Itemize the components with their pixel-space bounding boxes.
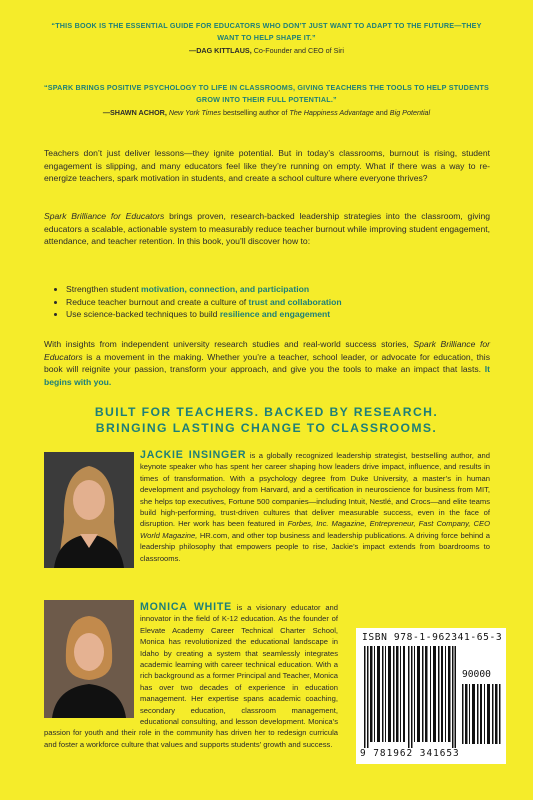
intro-paragraph: Teachers don’t just deliver lessons—they ignite potential. But in today’s classrooms, burnout is rising, student engagement is slipping, and many educators feel like they’re running on empty. What if there was a way to re-energize teachers, spark motivation in students, and create a school culture where everyone thrives? xyxy=(44,148,490,184)
isbn-barcode xyxy=(356,628,506,764)
list-item: • Strengthen student motivation, connection, and participation xyxy=(66,283,506,296)
highlight-text: motivation, connection, and participation xyxy=(141,284,310,294)
description-paragraph xyxy=(44,210,490,248)
quote-text: “SPARK BRINGS POSITIVE PSYCHOLOGY TO LIFE IN CLASSROOMS, GIVING TEACHERS THE TOOLS TO HELP STUDENTS GROW INTO THEIR FULL POTENTIAL.” xyxy=(43,83,490,104)
publications: Forbes, Inc. Magazine, Entrepreneur, Fast Company, CEO World Magazine, xyxy=(140,519,490,540)
quote-book-2: Big Potential xyxy=(389,108,431,117)
endorsement-quote-1 xyxy=(40,20,493,57)
list-item: • Use science-backed techniques to build resilience and engagement xyxy=(66,308,506,321)
book-title: Spark Brilliance for Educators xyxy=(44,339,491,362)
quote-author-title: Co-Founder and CEO of Siri xyxy=(253,46,344,55)
price-code: 90000 xyxy=(462,669,491,680)
isbn-text: ISBN 978-1-962341-65-3 xyxy=(362,632,503,643)
quote-text: “THIS BOOK IS THE ESSENTIAL GUIDE FOR EDUCATORS WHO DON’T JUST WANT TO ADAPT TO THE FUTURE—THEY WANT TO HELP SHAPE IT.” xyxy=(51,21,482,42)
quote-attribution xyxy=(40,45,493,57)
tagline-line-2: BRINGING LASTING CHANGE TO CLASSROOMS. xyxy=(95,421,438,435)
highlight-text: It begins with you. xyxy=(44,364,490,387)
ean-barcode-icon xyxy=(364,646,456,748)
quote-and: and xyxy=(375,108,388,117)
highlight-text: trust and collaboration xyxy=(248,296,342,307)
addon-barcode-icon xyxy=(462,684,502,744)
author-name: MONICA WHITE xyxy=(140,601,232,613)
author-name: JACKIE INSINGER xyxy=(140,449,247,461)
bio-monica: MONICA WHITE is a visionary educator and innovator in the field of K-12 education. As the founder of Elevate Academy Career Technical Charter School, Monica has revolutionized the educational landscape in Idaho by creating a system that seamlessly integrates academic learning with career technical education. With a rich background as a former Principal and Teacher, Monica has over two decades of experience in education management. Her expertise spans academic coaching, secondary education, classroom management, educational consulting, and lesson development. Monica’s passion for youth and their role in the community has driven her to redesign curricula and foster a workforce culture that values and supports students’ growth and success. xyxy=(44,601,338,749)
ean-digits: 9 781962 341653 xyxy=(360,748,460,759)
highlight-text: resilience and engagement xyxy=(219,309,331,320)
tagline-line-1: BUILT FOR TEACHERS. BACKED BY RESEARCH. xyxy=(94,405,439,419)
book-title: Spark Brilliance for Educators xyxy=(44,211,165,221)
quote-author: —DAG KITTLAUS, xyxy=(189,46,252,55)
tagline xyxy=(40,404,493,436)
bio-jackie: JACKIE INSINGER is a globally recognized leadership strategist, bestselling author, and keynote speaker who has spent her career shaping how leaders drive impact, influence, and results in times of transformation. With a psychology degree from Duke University, a master’s in human development and psychology from Harvard, and a certification in neuroscience for business from MIT, she helps top executives, Fortune 500 companies—including Intuit, Nestlé, and Crocs—and elite teams build high-performing, trust-driven cultures that deliver measurable success, even in the face of disruption. Her work has been featured in Forbes, Inc. Magazine, Entrepreneur, Fast Company, CEO World Magazine, HR.com, and other top business and leadership publications. A driving force behind a leadership philosophy that empowers people to rise, Jackie’s impact extends from boardrooms to classrooms. xyxy=(140,449,490,563)
benefits-list xyxy=(50,283,506,321)
quote-author: —SHAWN ACHOR, xyxy=(102,108,167,117)
description-text: brings proven, research-backed leadership strategies into the classroom, giving educators a scalable, actionable system to measurably reduce teacher burnout while improving student engagement, attendance, and teacher retention. In this book, you’ll discover how to: xyxy=(44,211,491,247)
quote-book-1: The Happiness Advantage xyxy=(289,108,374,117)
quote-attribution xyxy=(40,107,493,119)
quote-author-publication: New York Times xyxy=(168,108,221,117)
endorsement-quote-2 xyxy=(40,82,493,119)
quote-author-title: bestselling author of xyxy=(223,108,288,117)
closing-paragraph: With insights from independent university research studies and real-world success stories, Spark Brilliance for Educators is a movement in the making. Whether you’re a teacher, school leader, or advocate for education, this book will reignite your passion, transform your approach, and give you the tools to make an impact that lasts. It begins with you. xyxy=(44,339,491,387)
list-item: • Reduce teacher burnout and create a culture of trust and collaboration xyxy=(66,296,506,309)
